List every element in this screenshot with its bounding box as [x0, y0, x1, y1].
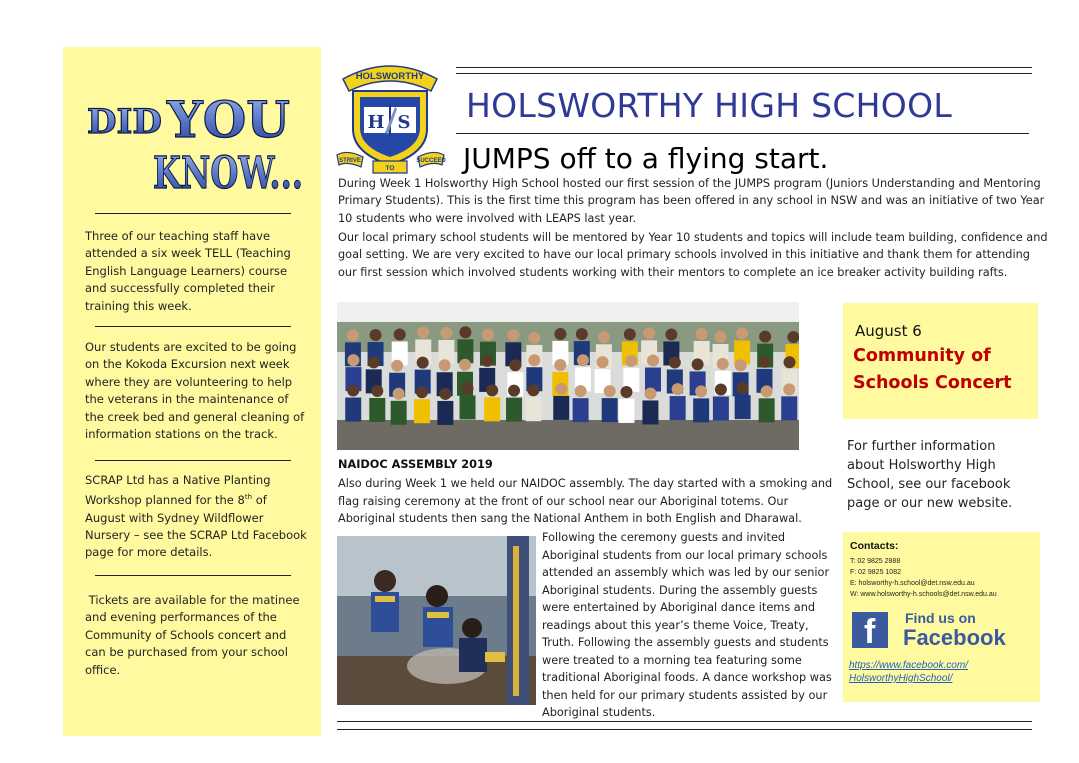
contact-email[interactable]: E: holsworthy-h.school@det.nsw.edu.au	[850, 580, 975, 587]
contact-website[interactable]: W: www.holsworthy-h.schools@det.nsw.edu.au	[850, 591, 997, 598]
scrap-note: SCRAP Ltd has a Native Planting Workshop planned for the 8th of August with Sydney Wildflower Nursery – see the SCRAP Ltd Facebook page for more details.	[85, 473, 307, 560]
did-word: DID	[87, 102, 162, 142]
divider	[95, 326, 291, 327]
crest-top-text: HOLSWORTHY	[355, 71, 425, 82]
smoking-ceremony-photo	[337, 536, 536, 705]
title-rule	[456, 133, 1029, 134]
crest-h: H	[367, 112, 385, 133]
facebook-wordmark: Facebook	[903, 625, 1006, 650]
contact-phone: T: 02 9825 2888	[850, 558, 901, 565]
crest-s: S	[397, 112, 411, 133]
staff-tell-note: Three of our teaching staff have attended a six week TELL (Teaching English Language Learners) course and successfully completed their training this week.	[85, 229, 291, 313]
motto-strive: STRIVE	[339, 158, 361, 164]
motto-succeed: SUCCEED	[416, 158, 446, 164]
further-info-text: For further information about Holsworthy High School, see our facebook page or our new website.	[847, 439, 1013, 511]
contacts-box	[843, 532, 1040, 702]
naidoc-intro: Also during Week 1 we held our NAIDOC assembly. The day started with a smoking and flag raising ceremony at the front of our school near our Aboriginal totems. Our Aboriginal students then sang the National Anthem in both English and Dharawal.	[338, 477, 833, 526]
know-word: KNOW...	[153, 148, 303, 195]
did-you-know-sidebar	[63, 47, 321, 736]
jumps-paragraph-1: During Week 1 Holsworthy High School hosted our first session of the JUMPS program (Juniors Understanding and Mentoring Primary Students). This is the first time this program has been offered in any school in NSW and was an initiative of two Year 10 students who were involved with LEAPS last year.	[338, 177, 1045, 225]
article-headline: JUMPS off to a flying start.	[463, 142, 829, 175]
tickets-note: Tickets are available for the matinee and evening performances of the Community of Schools concert and can be purchased from your school office.	[85, 593, 304, 677]
header-rule	[456, 73, 1032, 74]
facebook-find-us: Find us on	[905, 610, 976, 626]
divider	[95, 460, 291, 461]
school-title: HOLSWORTHY HIGH SCHOOL	[466, 86, 953, 125]
jumps-group-photo	[337, 302, 799, 450]
naidoc-body: Following the ceremony guests and invited Aboriginal students from our local primary schools attended an assembly which was led by our senior Aboriginal students. During the assembly guests were entertained by Aboriginal dance items and readings about this year’s theme Voice, Treaty, Truth. Following the assembly guests and students were treated to a morning tea featuring some traditional Aboriginal foods. A dance workshop was then held for our primary students assisted by our Aboriginal students.	[542, 531, 832, 719]
did-you-know-heading	[81, 85, 311, 195]
facebook-icon[interactable]: f	[852, 612, 888, 648]
event-title: Community of Schools Concert	[853, 346, 1012, 393]
footer-rule	[337, 729, 1032, 730]
event-date: August 6	[855, 322, 922, 340]
divider	[95, 213, 291, 214]
naidoc-heading: NAIDOC ASSEMBLY 2019	[338, 458, 493, 471]
divider	[95, 575, 291, 576]
kokoda-note: Our students are excited to be going on the Kokoda Excursion next week where they are volunteering to help the veterans in the maintenance of the creek bed and general cleaning of information stations on the track.	[85, 340, 305, 442]
motto-to: TO	[385, 165, 395, 172]
header-rule	[456, 67, 1032, 68]
concert-event-box	[843, 303, 1038, 419]
you-word: YOU	[167, 90, 290, 149]
contacts-heading: Contacts:	[850, 540, 899, 552]
school-crest-logo	[333, 57, 448, 175]
contact-fax: F: 02 9825 1082	[850, 569, 901, 576]
facebook-page-link[interactable]: https://www.facebook.com/ HolsworthyHighSchool/	[849, 660, 968, 684]
jumps-paragraph-2: Our local primary school students will be mentored by Year 10 students and topics will include team building, confidence and goal setting. We are very excited to have our local primary schools involved in this initiative and thank them for attending our first session which involved students working with their mentors to complete an ice breaker activity building rafts.	[338, 231, 1048, 279]
footer-rule	[337, 721, 1032, 722]
